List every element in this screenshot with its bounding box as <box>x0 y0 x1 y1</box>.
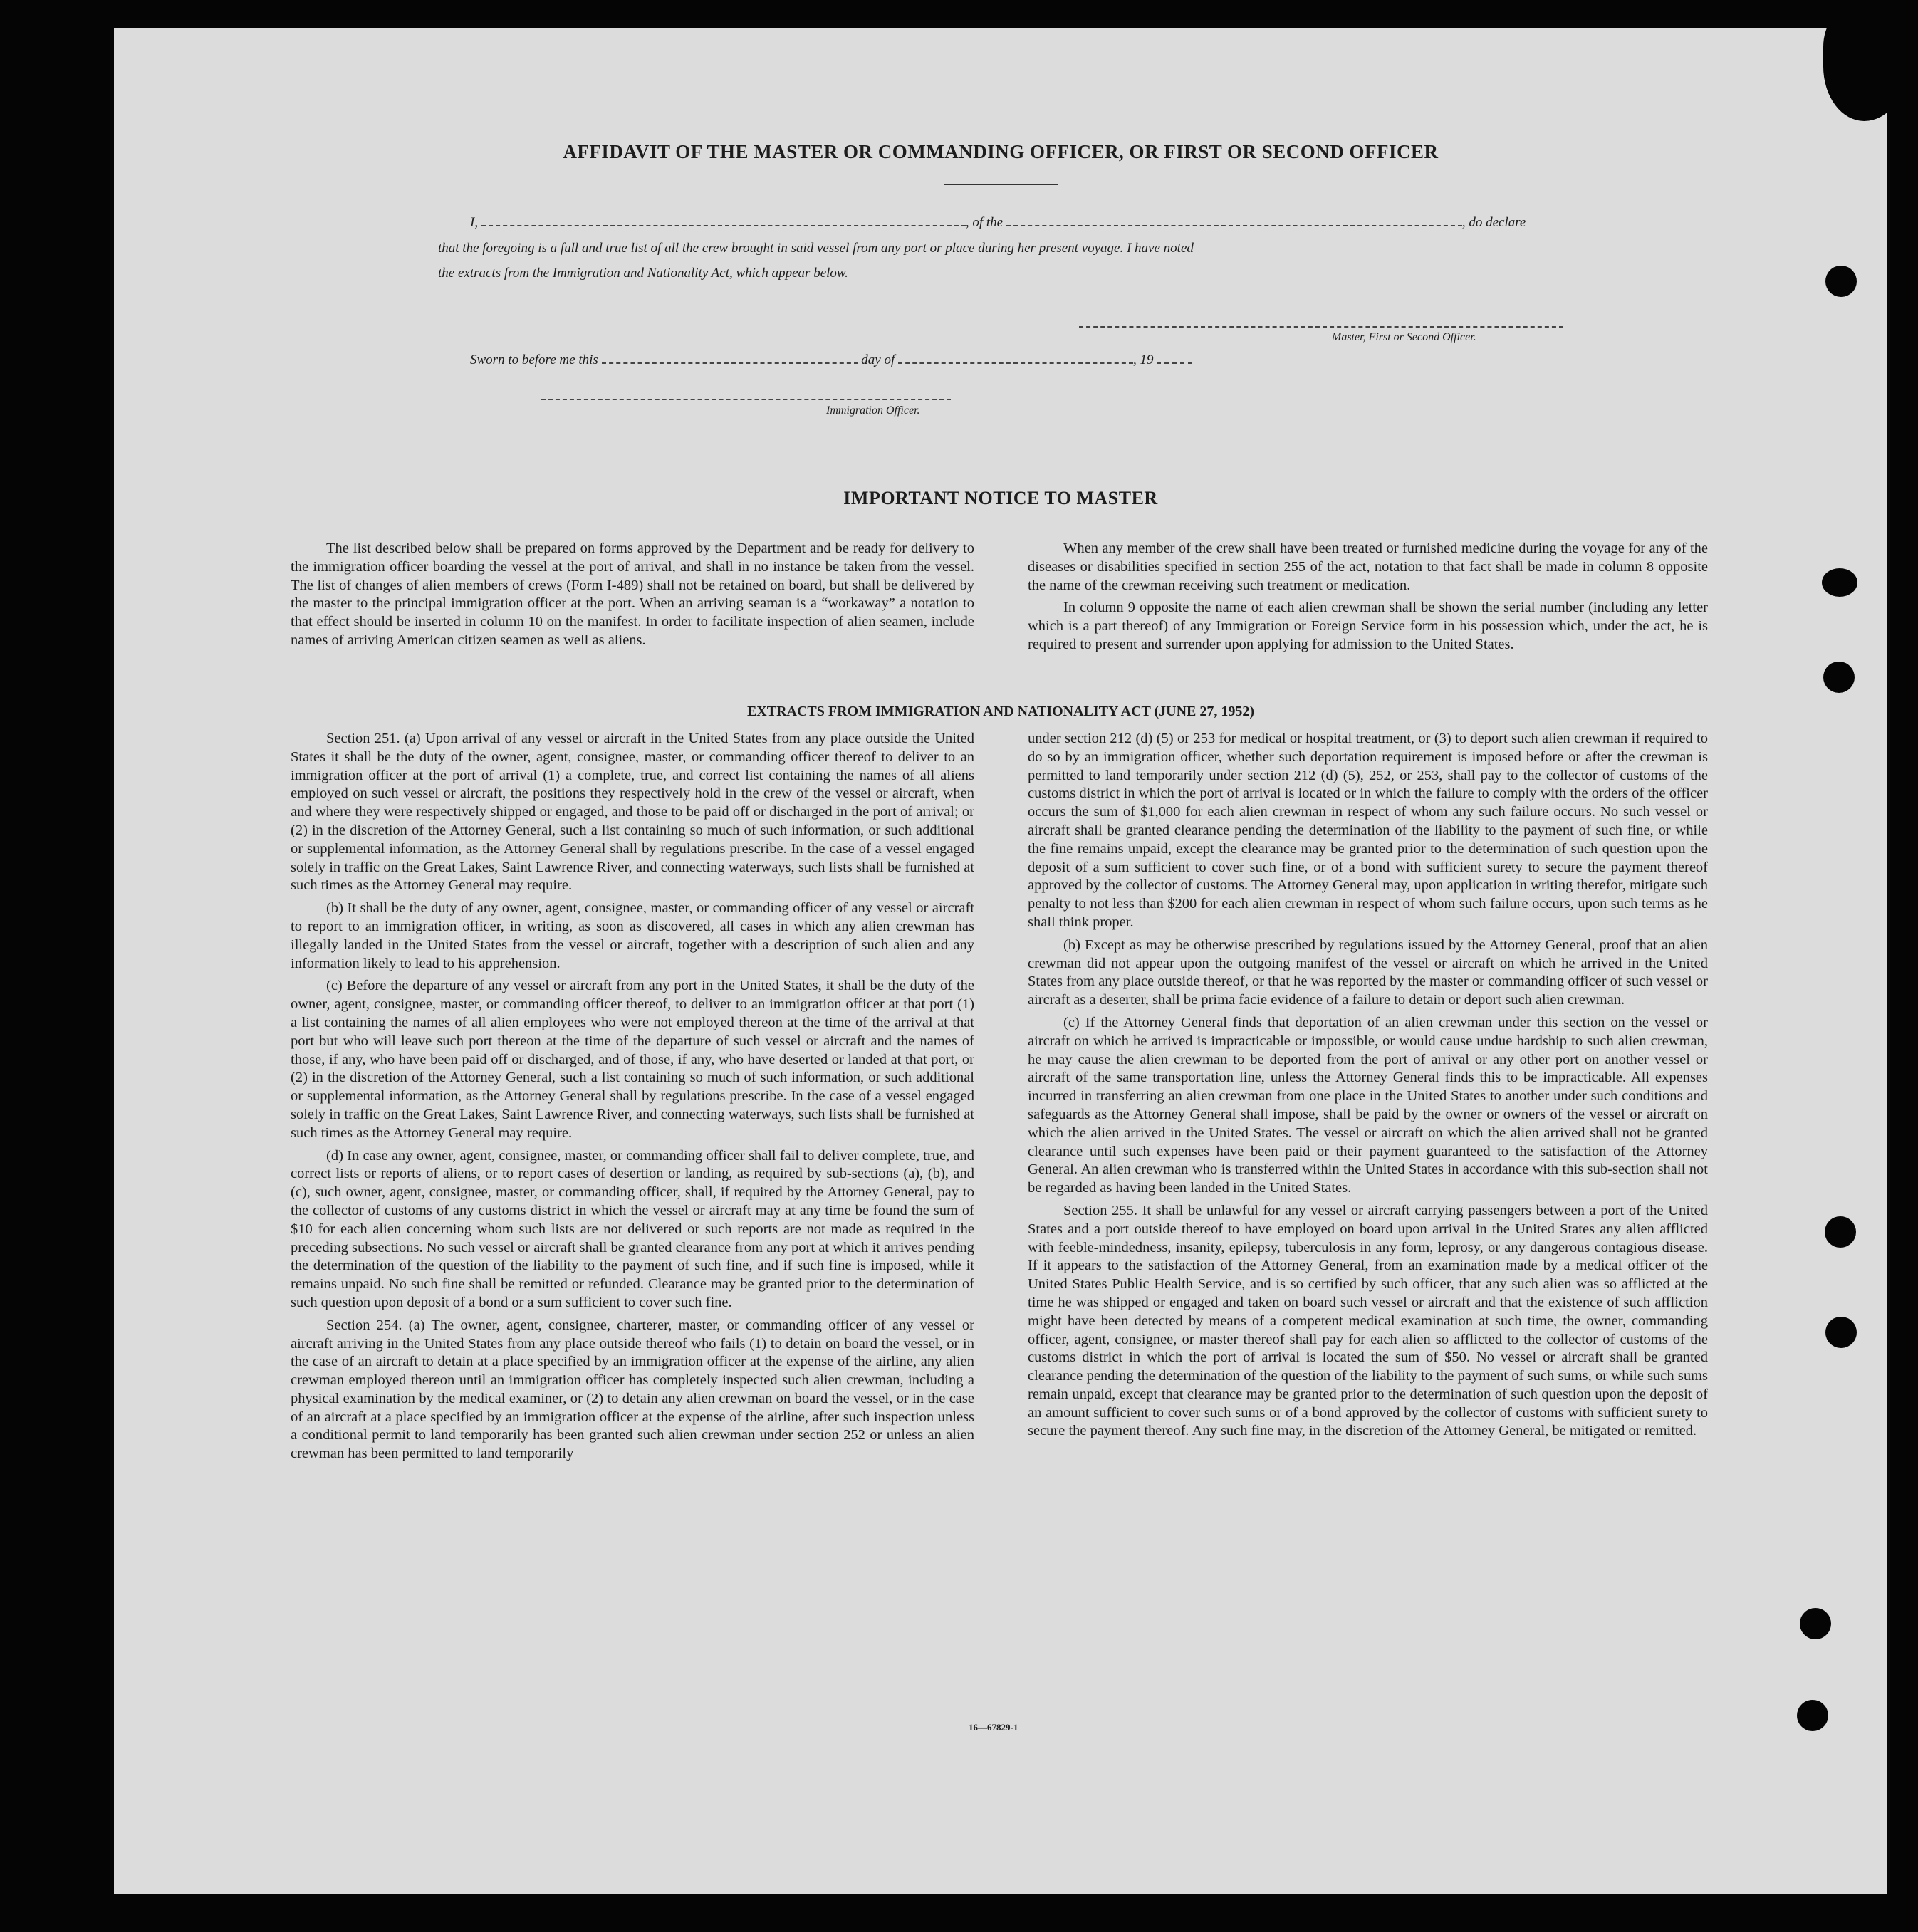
do-declare-label: , do declare <box>1461 215 1526 230</box>
sworn-month-field[interactable] <box>898 362 1133 364</box>
notice-left-paragraph: The list described below shall be prepared on forms approved by the Department and be ready for delivery to the immigration officer boarding the vessel at the port of arrival, and shall in no instance be taken from the vessel. The list of changes of alien members of crews (Form I-489) shall not be retained on board, but shall be delivered by the master to the principal immigration officer at the port. When an arriving seaman is a “workaway” a notation to that effect should be inserted in column 10 on the manifest. In order to facilitate inspection of alien seamen, include names of arriving American citizen seamen as well as aliens. <box>291 541 974 648</box>
sworn-line <box>470 353 1396 368</box>
section-254-a: Section 254. (a) The owner, agent, consignee, charterer, master, or commanding officer of any vessel or aircraft arriving in the United States from any place outside thereof who fails (1) to detain on board the vessel, or in the case of an aircraft to detain at a place specified by an immigration officer at the expense of the airline, any alien crewman employed thereon until an immigration officer has completely inspected such alien crewman, including a physical examination by the medical examiner, or (2) to detain any alien crewman on board the vessel, or in the case of an aircraft at a place specified by an immigration officer at the expense of the airline, after such inspection unless a conditional permit to land temporarily has been granted such alien crewman under section 252 or unless an alien crewman has been permitted to land temporarily <box>291 1317 974 1462</box>
day-of-label: day of <box>861 353 895 367</box>
of-the-label: , of the <box>965 215 1004 230</box>
notice-left-column <box>291 540 974 654</box>
punch-hole <box>1825 266 1857 297</box>
immigration-officer-signature-line[interactable] <box>541 399 951 400</box>
punch-hole <box>1822 568 1857 597</box>
print-code: 16—67829-1 <box>969 1722 1018 1733</box>
sworn-year-field[interactable] <box>1157 362 1192 364</box>
section-251-c: (c) Before the departure of any vessel or aircraft from any port in the United States, it shall be the duty of the owner, agent, consignee, master, or commanding officer thereof, to deliver to an immigration officer at that port (1) a list containing the names of all alien employees who were not employed thereon at the time of the arrival at that port but who will leave such port thereon at the time of the departure of such vessel or aircraft and the names of those, if any, who have been paid off or discharged, and of those, if any, who have deserted or landed at that port, or (2) in the discretion of the Attorney General, such a list containing so much of such information, or such additional or supplemental information, as the Attorney General shall by regulations prescribe. In the case of a vessel engaged solely in traffic on the Great Lakes, Saint Lawrence River, and connecting waterways, such lists shall be furnished at such times as the Attorney General may require. <box>291 978 974 1141</box>
extracts-left-column <box>291 730 974 1468</box>
sworn-label: Sworn to before me this <box>470 353 598 367</box>
punch-hole <box>1825 1317 1857 1348</box>
section-251-d: (d) In case any owner, agent, consignee, master, or commanding officer shall fail to deliver complete, true, and correct lists or reports of aliens, or to report cases of desertion or landing, as required by sub-sections (a), (b), and (c), such owner, agent, consignee, master, or commanding officer, shall, if required by the Attorney General, pay to the collector of customs of any customs district in which the vessel or aircraft may at any time be found the sum of $10 for each alien concerning whom such lists are not delivered or such reports are not made as required in the preceding subsections. No such vessel or aircraft shall be granted clearance from any port at which it arrives pending the determination of the question of the liability to the payment of such fine, and if such fine is imposed, while it remains unpaid. No such fine shall be remitted or refunded. Clearance may be granted prior to the determination of such question upon deposit of a bond or a sum sufficient to cover such fine. <box>291 1147 974 1310</box>
notice-title: IMPORTANT NOTICE TO MASTER <box>843 488 1158 508</box>
declaration-text-1: that the foregoing is a full and true list of all the crew brought in said vessel from any port or place during her present voyage. I have noted <box>438 241 1194 256</box>
master-caption: Master, First or Second Officer. <box>1332 331 1476 343</box>
name-field[interactable] <box>481 225 966 226</box>
i-label: I, <box>470 215 479 230</box>
section-254-b: (b) Except as may be otherwise prescribed by regulations issued by the Attorney General, proof that an alien crewman did not appear upon the outgoing manifest of the vessel or aircraft on which he arrived in the United States from any place outside thereof, or that he was reported by the master or commanding officer of such vessel or aircraft as a deserter, shall be prima facie evidence of a failure to detain or deport such alien crewman. <box>1028 936 1708 1008</box>
torn-corner <box>1823 28 1887 121</box>
notice-right-column <box>1028 540 1708 659</box>
sworn-day-field[interactable] <box>602 362 858 364</box>
notice-right-paragraph-2: In column 9 opposite the name of each alien crewman shall be shown the serial number (including any letter which is a part thereof) of any Immigration or Foreign Service form in his possession which, under the act, he is required to present and surrender upon applying for admission to the United States. <box>1028 600 1708 652</box>
master-signature-line[interactable] <box>1079 326 1563 328</box>
section-254-a-continued: under section 212 (d) (5) or 253 for medical or hospital treatment, or (3) to deport such alien crewman if required to do so by an immigration officer, whether such deportation requirement is imposed before or after the crewman is permitted to land temporarily under section 212 (d) (5), 252, or 253, shall pay to the collector of customs of the customs district in which the port of arrival is located or in which the failure to comply with the orders of the officer occurs the sum of $1,000 for each alien crewman in respect of whom any such failure occurs. No such vessel or aircraft shall be granted clearance pending the determination of the liability to the payment of such fine, or while the fine remains unpaid, except the clearance may be granted prior to the determination of such question upon the deposit of a sum sufficient to cover such fine, or of a bond with sufficient surety to secure the payment thereof approved by the collector of customs. The Attorney General may, upon application in writing therefor, mitigate such penalty to not less than $200 for each alien crewman in respect of whom such failure occurs, upon such terms as he shall think proper. <box>1028 731 1708 930</box>
notice-right-paragraph-1: When any member of the crew shall have been treated or furnished medicine during the voyage for any of the diseases or disabilities specified in section 255 of the act, notation to that fact shall be made in column 8 opposite the name of the crewman receiving such treatment or medication. <box>1028 541 1708 593</box>
section-255: Section 255. It shall be unlawful for any vessel or aircraft carrying passengers between a port of the United States and a port outside thereof to have employed on board upon arrival in the United States any alien afflicted with feeble-mindedness, insanity, epilepsy, tuberculosis in any form, leprosy, or any dangerous contagious disease. If it appears to the satisfaction of the Attorney General, from an examination made by a medical officer of the United States Public Health Service, and is so certified by such officer, that any such alien was so afflicted at the time he was shipped or engaged and taken on board such vessel or aircraft and that the existence of such affliction might have been detected by means of a competent medical examination at such time, the owner, commanding officer, agent, consignee, or master thereof shall pay for each alien so afflicted to the collector of customs of the customs district in which the port of arrival is located the sum of $50. No vessel or aircraft shall be granted clearance pending the determination of the question of the liability to the payment of such sums, or while such sums remain unpaid, except that clearance may be granted prior to the determination of such question upon the deposit of an amount sufficient to cover such sums or of a bond approved by the collector of customs with sufficient surety to secure the payment thereof. Any such fine may, in the discretion of the Attorney General, be mitigated or remitted. <box>1028 1202 1708 1439</box>
immigration-officer-caption: Immigration Officer. <box>826 404 920 417</box>
section-251-a: Section 251. (a) Upon arrival of any vessel or aircraft in the United States from any place outside the United States it shall be the duty of the owner, agent, consignee, master, or commanding officer thereof to deliver to an immigration officer at the port of arrival (1) a complete, true, and correct list containing the names of all aliens employed on such vessel or aircraft, the positions they respectively hold in the crew of the vessel or aircraft, when and where they were respectively shipped or engaged, and those to be paid off or discharged in the port of arrival; or (2) in the discretion of the Attorney General, such a list containing so much of such information, or such additional or supplemental information, as the Attorney General shall by regulations prescribe. In the case of a vessel engaged solely in traffic on the Great Lakes, Saint Lawrence River, and connecting waterways, such lists shall be furnished at such times as the Attorney General may require. <box>291 731 974 894</box>
punch-hole <box>1797 1700 1828 1731</box>
document-page <box>114 28 1887 1894</box>
declaration-text-2: the extracts from the Immigration and Nationality Act, which appear below. <box>438 266 848 281</box>
vessel-field[interactable] <box>1006 225 1462 226</box>
punch-hole <box>1800 1608 1831 1639</box>
punch-hole <box>1825 1216 1856 1248</box>
year-label: , 19 <box>1133 353 1154 367</box>
section-254-c: (c) If the Attorney General finds that deportation of an alien crewman under this section on the vessel or aircraft on which he arrived is impracticable or impossible, or would cause undue hardship to such alien crewman, he may cause the alien crewman to be deported from the port of arrival or any other port on another vessel or aircraft of the same transportation line, unless the Attorney General finds this to be impracticable. All expenses incurred in transferring an alien crewman from one place in the United States to another under such conditions and safeguards as the Attorney General shall impose, shall be paid by the owner or owners of the vessel or aircraft on which the alien arrived in the United States. The vessel or aircraft on which the alien arrived shall not be granted clearance until such expenses have been paid or their payment guaranteed to the satisfaction of the Attorney General. An alien crewman who is transferred within the United States in accordance with this sub-section shall not be regarded as having been landed in the United States. <box>1028 1014 1708 1196</box>
title-rule <box>944 184 1058 185</box>
section-251-b: (b) It shall be the duty of any owner, agent, consignee, master, or commanding officer of any vessel or aircraft to report to an immigration officer, in writing, as soon as discovered, all cases in which any alien crewman has illegally landed in the United States from the vessel or aircraft, together with a description of such alien and any information likely to lead to his apprehension. <box>291 900 974 971</box>
extracts-right-column <box>1028 730 1708 1445</box>
extracts-title: EXTRACTS FROM IMMIGRATION AND NATIONALITY ACT (JUNE 27, 1952) <box>746 704 1255 719</box>
punch-hole <box>1823 662 1855 693</box>
declaration-line <box>470 215 1681 231</box>
affidavit-title: AFFIDAVIT OF THE MASTER OR COMMANDING OFFICER, OR FIRST OR SECOND OFFICER <box>563 141 1439 162</box>
